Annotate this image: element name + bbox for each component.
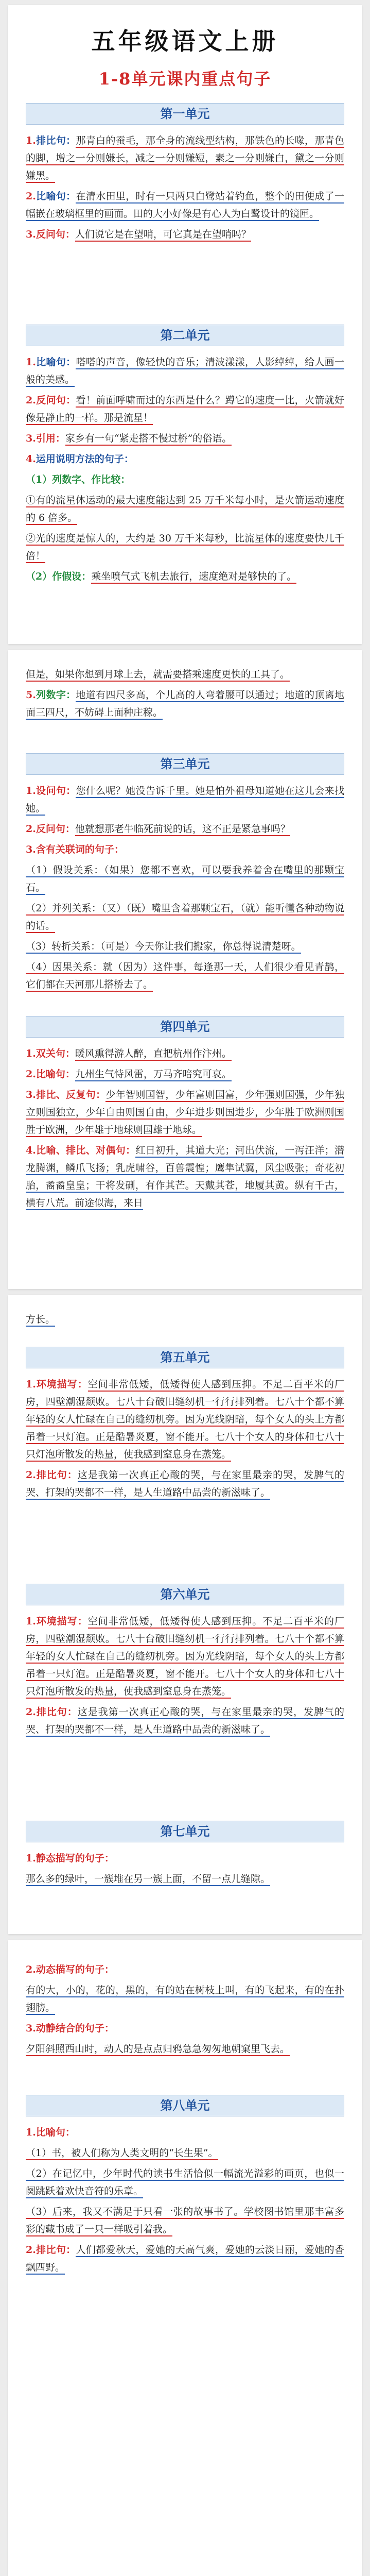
unit-header: 第七单元 (26, 1821, 344, 1842)
item-number: 3. (26, 844, 36, 855)
item-label: 排比句： (36, 135, 76, 146)
unit-header: 第八单元 (26, 2095, 344, 2116)
item-label: 反问句： (36, 823, 75, 835)
item-text: （3）后来，我又不满足于只看一张的故事书了。学校图书馆里那丰富多彩的藏书成了一只一样吸引着我。 (26, 2206, 344, 2236)
sentence-item (26, 938, 344, 955)
unit-2 (26, 325, 344, 588)
item-label: 双关句： (36, 1048, 75, 1059)
unit-1 (26, 103, 344, 246)
item-text: （1）假设关系：（如果）您都不喜欢，可以要我养着舍在嘴里的那颗宝石。 (26, 865, 344, 895)
item-number: 2. (26, 1706, 36, 1718)
item-text: 空间非常低矮，低矮得使人感到压抑。不足二百平米的厂房，四壁潮湿颓败。七八十台破旧缝纫机一行行排列着。七八十个都不算年轻的女人忙碌在自己的缝纫机旁。因为光线阴暗，每个女人的头上方都吊着一只灯泡。正是酷暑炎夏，窗不能开。七八十个女人的身体和七八十只灯泡所散发的热量，使我感到窒息身在蒸笼。 (26, 1616, 344, 1699)
item-label: 反问句： (36, 395, 76, 406)
item-text: （4）因果关系：就（因为）这件事，每逢那一天，人们很少看见青鹊，它们都在天河那儿搭桥去了。 (26, 961, 344, 992)
document-title: 五年级语文上册 (91, 27, 279, 55)
unit-header: 第二单元 (26, 325, 344, 346)
item-number: 3. (26, 2023, 36, 2034)
sub-label: （1）列数字、作比较： (26, 474, 131, 485)
item-number: 2. (26, 1469, 36, 1481)
item-number: 2. (26, 2244, 36, 2256)
item-number: 1. (26, 135, 36, 146)
sentence-item (26, 2165, 344, 2200)
item-text: 在清水田里，时有一只两只白鹭站着钓鱼，整个的田便成了一幅嵌在玻璃框里的画面。田的大小好像是有心人为白鹭设计的镜匣。 (26, 191, 344, 221)
sentence-item (26, 353, 344, 388)
sentence-item (26, 1045, 344, 1062)
sentence-item (26, 450, 344, 468)
item-label: 反问句： (36, 229, 75, 240)
item-text: ①有的流星体运动的最大速度能达到 25 万千米每小时，是火箭运动速度的 6 倍多。 (26, 495, 344, 525)
sentence-item (26, 958, 344, 993)
sentence-item (26, 1703, 344, 1738)
item-text: 嗒嗒的声音，像轻快的音乐；清波漾漾，人影绰绰，给人画一般的美感。 (26, 357, 344, 387)
item-number: 4. (26, 1145, 36, 1156)
item-number: 2. (26, 395, 36, 406)
item-label: 运用说明方法的句子： (36, 453, 134, 465)
item-label: 动静结合的句子： (36, 2023, 114, 2034)
item-text: 红日初升，其道大光；河出伏流，一泻汪洋；潜龙腾渊，鳞爪飞扬；乳虎啸谷，百兽震惶；鹰隼试翼，风尘吸张；奇花初胎，矞矞皇皇；干将发硎，有作其芒。天戴其苍，地履其黄。纵有千古，横有八荒。前途似海，来日 (26, 1145, 344, 1210)
item-label: 排比句： (36, 1469, 78, 1481)
item-text: 有的大，小的，花的，黑的，有的站在树枝上叫，有的飞起来，有的在扑翅膀。 (26, 1985, 344, 2015)
item-text: 这是我第一次真正心酸的哭，与在家里最亲的哭，发脾气的哭、打架的哭都不一样，是人生道路中品尝的新滋味了。 (26, 1469, 344, 1500)
sentence-item (26, 1142, 344, 1212)
item-text: 那么多的绿叶，一簇堆在另一簇上面，不留一点儿缝隙。 (26, 1873, 270, 1886)
item-label: 排比、反复句： (36, 1089, 106, 1100)
item-number: 1. (26, 357, 36, 368)
item-text: 夕阳斜照西山时，动人的是点点归鸦急急匆匆地朝窠里飞去。 (26, 2043, 290, 2056)
item-text: 人们都爱秋天，爱她的天高气爽，爱她的云淡日丽，爱她的香飘四野。 (26, 2244, 344, 2275)
item-number: 2. (26, 1964, 36, 1975)
item-text: （1）书，被人们称为人类文明的“长生果”。 (26, 2147, 218, 2160)
sentence-item (26, 2203, 344, 2238)
item-number: 3. (26, 433, 36, 444)
sentence-item (26, 492, 344, 527)
item-text: ②光的速度是惊人的，大约是 30 万千米每秒，比流星体的速度要快几千倍！ (26, 533, 344, 563)
unit-4 (26, 1016, 344, 1215)
sentence-item (26, 820, 344, 838)
item-text: 乘坐喷气式飞机去旅行，速度绝对是够快的了。 (91, 571, 296, 584)
item-label: 静态描写的句子： (36, 1853, 114, 1864)
sentence-item (26, 841, 344, 858)
unit-7-continued (26, 1961, 344, 2061)
item-label: 比喻句： (36, 191, 76, 202)
sentence-item (26, 430, 344, 447)
item-text: 那青白的蚕毛，那全身的流线型结构，那铁色的长喙，那青色的脚，增之一分则嫌长，减之一分则嫌短，素之一分则嫌白，黛之一分则嫌黑。 (26, 135, 344, 183)
item-text: 他就想那老牛临死前说的话，这不正是紧急事吗？ (75, 823, 290, 836)
sentence-item (26, 226, 344, 243)
sentence-item (26, 2040, 344, 2058)
sentence-item (26, 2241, 344, 2276)
sub-heading (26, 471, 344, 488)
item-label: 列数字： (36, 689, 76, 701)
item-text: 但是，如果你想到月球上去，就需要搭乘速度更快的工具了。 (26, 669, 290, 682)
item-text: 看！前面呼啸而过的东西是什么？蹲它的速度一比，火箭就好像是静止的一样。那是流星！ (26, 395, 344, 425)
unit-2-continued (26, 666, 344, 724)
page-3 (8, 1295, 362, 1934)
item-number: 1. (26, 1379, 36, 1390)
sentence-item (26, 2144, 344, 2162)
item-label: 排比句： (36, 2244, 76, 2256)
item-number: 1. (26, 1616, 36, 1627)
item-text: 暖风熏得游人醉，直把杭州作汴州。 (75, 1048, 232, 1061)
page-2 (8, 650, 362, 1289)
item-text: （3）转折关系：（可是）今天你让我们搬家，你总得说清楚呀。 (26, 941, 301, 954)
item-text: 少年智则国智，少年富则国富，少年强则国强，少年独立则国独立，少年自由则国自由，少年进步则国进步，少年胜于欧洲则国胜于欧洲，少年雄于地球则国雄于地球。 (26, 1089, 344, 1137)
sentence-item (26, 666, 344, 683)
item-text: 人们说它是在望哨，可它真是在望哨吗？ (75, 229, 251, 242)
item-number: 1. (26, 785, 36, 796)
sentence-item (26, 188, 344, 223)
unit-4-continued (26, 1311, 344, 1331)
unit-8 (26, 2095, 344, 2279)
item-text: 您什么呢？她没告诉千里。她是怕外祖母知道她在这儿会来找她。 (26, 785, 344, 816)
sentence-item (26, 1981, 344, 2016)
item-text: 这是我第一次真正心酸的哭，与在家里最亲的哭，发脾气的哭、打架的哭都不一样，是人生道路中品尝的新滋味了。 (26, 1706, 344, 1737)
item-text: 地道有四尺多高，个儿高的人弯着腰可以通过；地道的顶离地面三四尺，不妨碍上面种庄稼。 (26, 689, 344, 720)
item-label: 环境描写： (36, 1379, 88, 1390)
item-number: 5. (26, 689, 36, 701)
unit-header: 第一单元 (26, 103, 344, 125)
sentence-item (26, 568, 344, 585)
item-number: 1. (26, 1048, 36, 1059)
sentence-item (26, 392, 344, 427)
item-label: 环境描写： (36, 1616, 88, 1627)
sentence-item (26, 1613, 344, 1700)
item-label: 比喻句： (36, 357, 76, 368)
item-text: （2）在记忆中，少年时代的读书生活恰似一幅流光溢彩的画页，也似一阕跳跃着欢快音符的乐章。 (26, 2168, 344, 2198)
sentence-item (26, 1311, 344, 1328)
item-label: 比喻句： (36, 1069, 75, 1080)
sentence-item (26, 1376, 344, 1463)
sentence-item (26, 1466, 344, 1501)
unit-3 (26, 753, 344, 996)
page-4 (8, 1940, 362, 2576)
unit-header: 第三单元 (26, 753, 344, 775)
item-text: 空间非常低矮，低矮得使人感到压抑。不足二百平米的厂房，四壁潮湿颓败。七八十台破旧缝纫机一行行排列着。七八十个都不算年轻的女人忙碌在自己的缝纫机旁。因为光线阴暗，每个女人的头上方都吊着一只灯泡。正是酷暑炎夏，窗不能开。七八十个女人的身体和七八十只灯泡所散发的热量，使我感到窒息身在蒸笼。 (26, 1379, 344, 1462)
sentence-item (26, 2020, 344, 2037)
sentence-item (26, 132, 344, 184)
item-text: 九州生气恃风雷，万马齐喑究可哀。 (75, 1069, 232, 1081)
sentence-item (26, 686, 344, 721)
item-label: 引用： (36, 433, 65, 444)
sentence-item (26, 900, 344, 935)
item-label: 比喻、排比、对偶句： (36, 1145, 136, 1156)
sentence-item (26, 1870, 344, 1888)
unit-5 (26, 1347, 344, 1504)
item-number: 3. (26, 229, 36, 240)
unit-header: 第四单元 (26, 1016, 344, 1038)
item-number: 1. (26, 2127, 36, 2138)
sentence-item (26, 1850, 344, 1867)
item-text: 方长。 (26, 1314, 55, 1327)
sentence-item (26, 530, 344, 565)
sentence-item (26, 1065, 344, 1083)
unit-7 (26, 1821, 344, 1891)
unit-header: 第五单元 (26, 1347, 344, 1368)
item-label: 排比句： (36, 1706, 78, 1718)
unit-header: 第六单元 (26, 1584, 344, 1605)
item-number: 3. (26, 1089, 36, 1100)
item-number: 4. (26, 453, 36, 465)
item-number: 2. (26, 1069, 36, 1080)
item-text: 家乡有一句“紧走搭不慢过桥”的俗语。 (65, 433, 232, 446)
sentence-item (26, 782, 344, 817)
item-label: 含有关联词的句子： (36, 844, 124, 855)
unit-6 (26, 1584, 344, 1741)
sentence-item (26, 1086, 344, 1139)
item-number: 2. (26, 823, 36, 835)
item-text: （2）并列关系：（又）（既）嘴里含着那颗宝石，（就）能听懂各种动物说的话。 (26, 903, 344, 933)
sub-label: （2）作假设： (26, 571, 92, 582)
sentence-item (26, 2124, 344, 2141)
item-number: 2. (26, 191, 36, 202)
item-label: 比喻句： (36, 2127, 75, 2138)
document-subtitle: 1-8单元课内重点句子 (98, 69, 272, 89)
sentence-item (26, 1961, 344, 1978)
item-number: 1. (26, 1853, 36, 1864)
page-1 (8, 5, 362, 644)
item-label: 动态描写的句子： (36, 1964, 114, 1975)
sentence-item (26, 861, 344, 896)
item-label: 设问句： (36, 785, 76, 796)
